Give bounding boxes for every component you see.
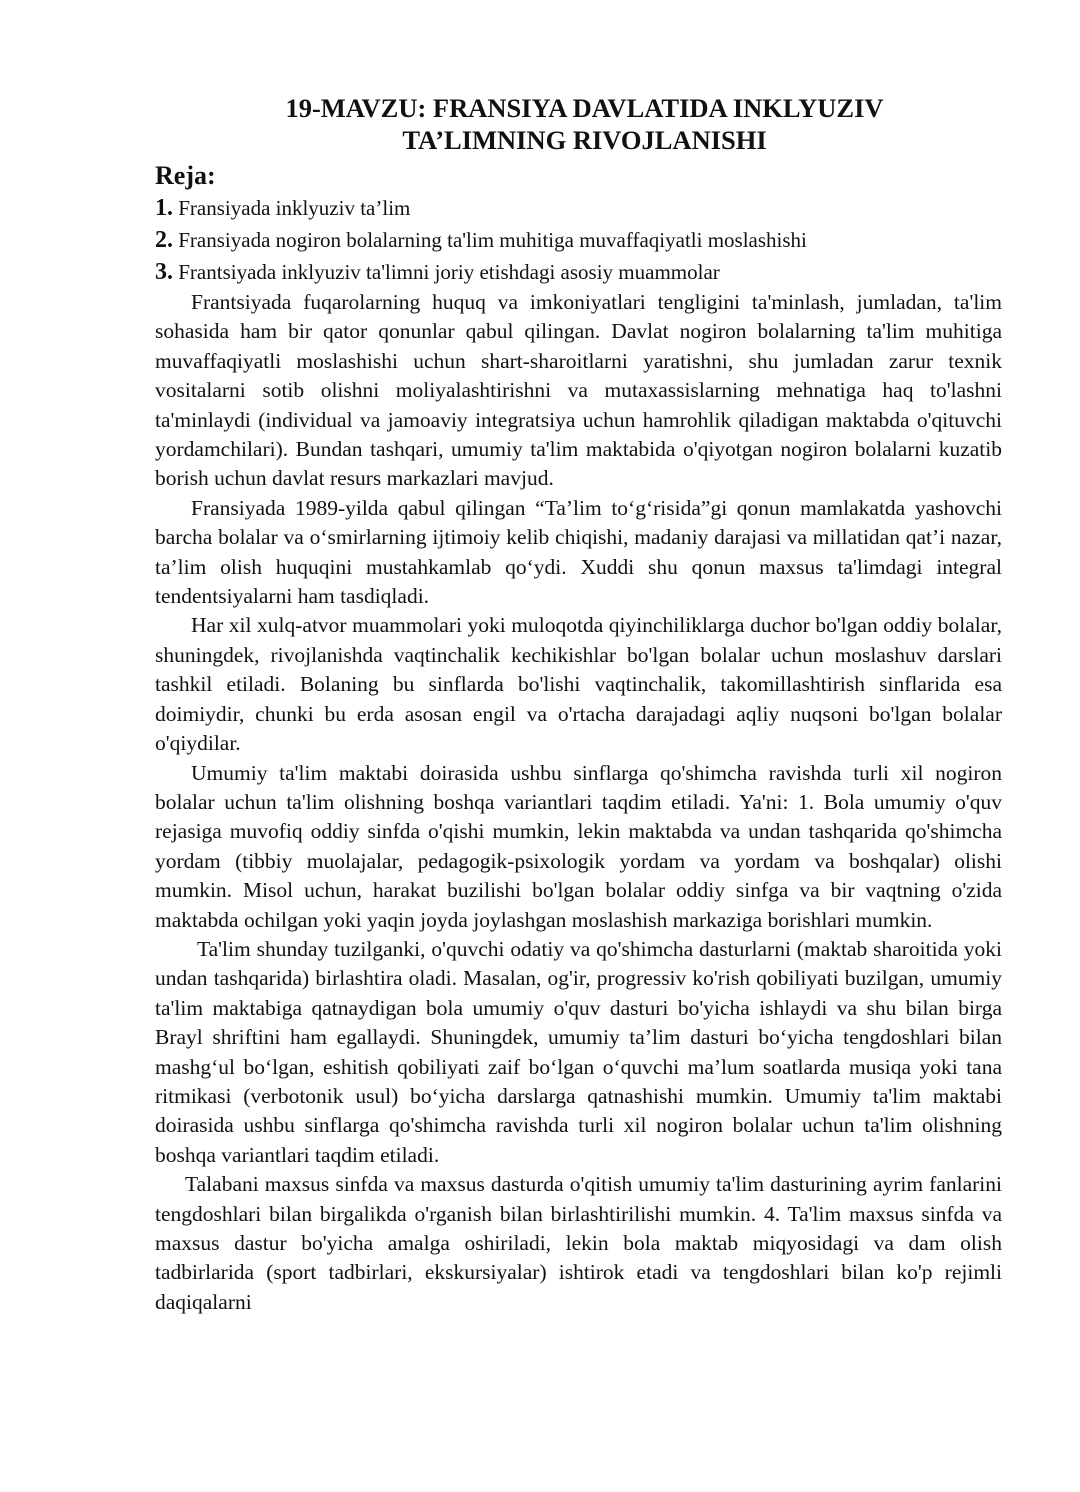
body-paragraph: Ta'lim shunday tuzilganki, o'quvchi odatiy va qo'shimcha dasturlarni (maktab sharoitida yoki undan tashqarida) birlashtira oladi. Masalan, og'ir, progressiv ko'rish qobiliyati buzilgan, umumiy ta'lim maktabiga qatnaydigan bola umumiy o'quv dasturi bo'yicha ishlaydi va shu bilan birga Brayl shriftini ham egallaydi. Shuningdek, umumiy ta’lim dasturi bo‘yicha tengdoshlari bilan mashg‘ul bo‘lgan, eshitish qobiliyati zaif bo‘lgan o‘quvchi ma’lum soatlarda musiqa yoki tana ritmikasi (verbotonik usul) bo‘yicha darslarga qatnashishi mumkin. Umumiy ta'lim maktabi doirasida ushbu sinflarga qo'shimcha ravishda turli xil nogiron bolalar uchun ta'lim olishning boshqa variantlari taqdim etiladi. xyxy=(155,936,1002,1167)
plan-item-text: Fransiyada inklyuziv ta’lim xyxy=(173,196,411,220)
page-title xyxy=(155,92,1002,156)
body-paragraph: Har xil xulq-atvor muammolari yoki muloqotda qiyinchiliklarga duchor bo'lgan oddiy bolalar, shuningdek, rivojlanishda vaqtinchalik kechikishlar bo'lgan bolalar uchun moslashuv darslari tashkil etiladi. Bolaning bu sinflarda bo'lishi vaqtinchalik, takomillashtirish sinflarida esa doimiydir, chunki bu erda asosan engil va o'rtacha darajadagi aqliy nuqsoni bo'lgan bolalar o'qiydilar. xyxy=(155,613,1002,756)
plan-heading: Reja: xyxy=(155,161,216,190)
plan-item xyxy=(155,192,1002,224)
title-line-1: 19-MAVZU: FRANSIYA DAVLATIDA INKLYUZIV xyxy=(285,93,884,123)
body-paragraph: Fransiyada 1989-yilda qabul qilingan “Ta’lim to‘g‘risida”gi qonun mamlakatda yashovchi barcha bolalar va o‘smirlarning ijtimoiy kelib chiqishi, madaniy darajasi va millatidan qat’i nazar, ta’lim olish huquqini mustahkamlab qo‘ydi. Xuddi shu qonun maxsus ta'limdagi integral tendentsiyalarni ham tasdiqladi. xyxy=(155,495,1002,609)
plan-item-number: 1. xyxy=(155,195,173,221)
plan-item-text: Frantsiyada inklyuziv ta'limni joriy etishdagi asosiy muammolar xyxy=(173,260,720,284)
plan-item-number: 2. xyxy=(155,227,173,253)
plan-item-number: 3. xyxy=(155,259,173,285)
body-paragraph: Umumiy ta'lim maktabi doirasida ushbu sinflarga qo'shimcha ravishda turli xil nogiron bolalar uchun ta'lim olishning boshqa variantlari taqdim etiladi. Ya'ni: 1. Bola umumiy o'quv rejasiga muvofiq oddiy sinfda o'qishi mumkin, lekin maktabda va undan tashqarida qo'shimcha yordam (tibbiy muolajalar, pedagogik-psixologik yordam va yordam va boshqalar) olishi mumkin. Misol uchun, harakat buzilishi bo'lgan bolalar oddiy sinfga va bir vaqtning o'zida maktabda ochilgan yoki yaqin joyda joylashgan moslashish markaziga borishlari mumkin. xyxy=(155,760,1002,932)
plan-item xyxy=(155,224,1002,256)
plan-list xyxy=(155,192,1002,288)
title-line-2: TA’LIMNING RIVOJLANISHI xyxy=(402,125,767,155)
body-paragraph: Talabani maxsus sinfda va maxsus dasturda o'qitish umumiy ta'lim dasturining ayrim fanlarini tengdoshlari bilan birgalikda o'rganish bilan birlashtirilishi mumkin. 4. Ta'lim maxsus sinfda va maxsus dastur bo'yicha amalga oshiriladi, lekin bola maktab miqyosidagi va dam olish tadbirlarida (sport tadbirlari, ekskursiyalar) ishtirok etadi va tengdoshlari bilan ko'p rejimli daqiqalarni xyxy=(155,1172,1002,1314)
body-paragraph: Frantsiyada fuqarolarning huquq va imkoniyatlari tengligini ta'minlash, jumladan, ta'lim sohasida ham bir qator qonunlar qabul qilingan. Davlat nogiron bolalarning ta'lim muhitiga muvaffaqiyatli moslashishi uchun shart-sharoitlarni yaratishni, shu jumladan zarur texnik vositalarni sotib olishni moliyalashtirishni va mutaxassislarning mehnatiga haq to'lashni ta'minlaydi (individual va jamoaviy integratsiya uchun hamrohlik qiladigan maktabda o'qituvchi yordamchilari). Bundan tashqari, umumiy ta'lim maktabida o'qiyotgan nogiron bolalarni kuzatib borish uchun davlat resurs markazlari mavjud. xyxy=(155,290,1002,491)
plan-item xyxy=(155,256,1002,288)
plan-item-text: Fransiyada nogiron bolalarning ta'lim muhitiga muvaffaqiyatli moslashishi xyxy=(173,228,807,252)
